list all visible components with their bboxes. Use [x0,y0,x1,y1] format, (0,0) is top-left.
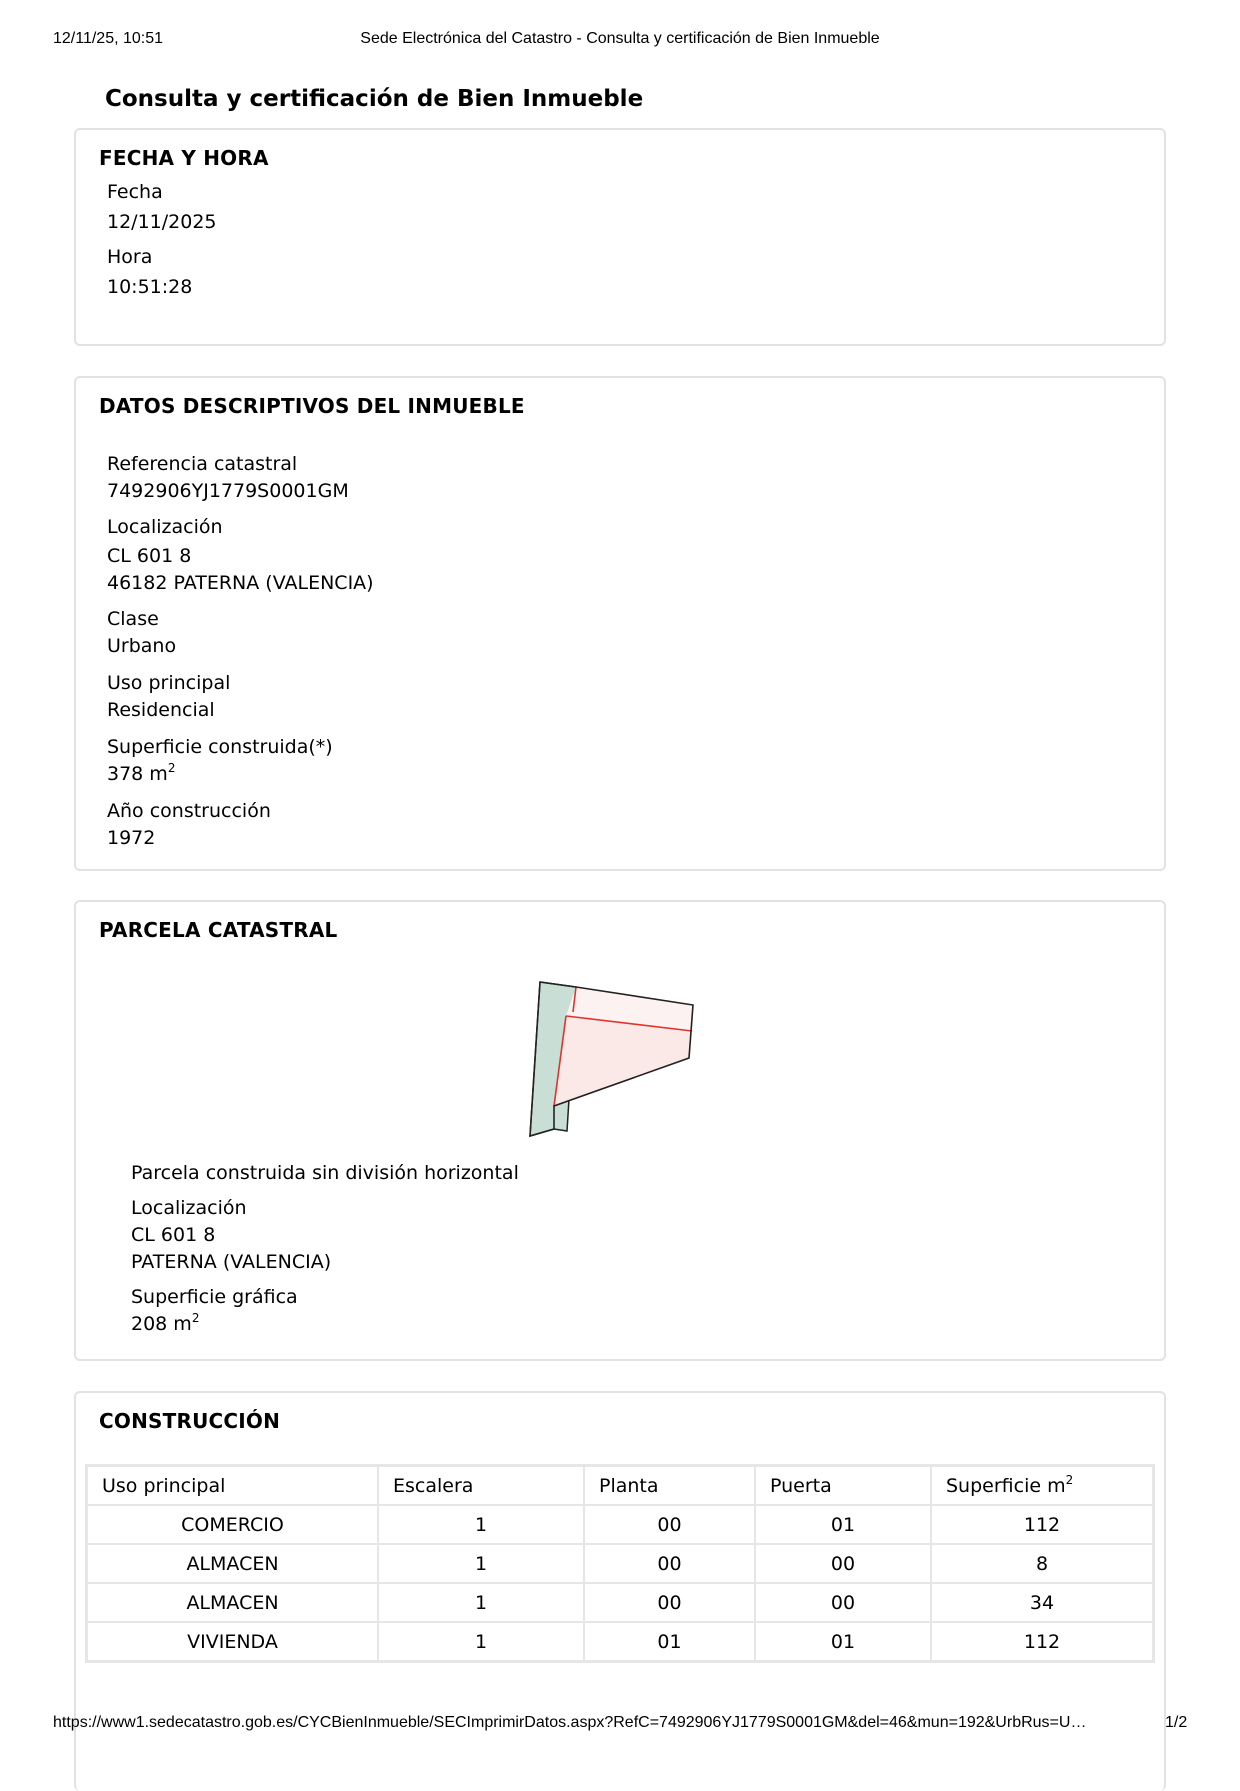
construccion-table [85,1464,1155,1663]
panel-parcela-catastral [74,900,1166,1361]
field-uso-principal [107,670,230,724]
field-anio-construccion [107,798,271,852]
field-value-line1: CL 601 8 [107,545,192,567]
col-header-planta: Planta [584,1466,755,1506]
page-number: 1/2 [1165,1714,1188,1731]
cell-planta: 00 [584,1583,755,1622]
cell-puerta: 01 [755,1505,931,1544]
field-hora [107,244,192,301]
cell-uso: VIVIENDA [87,1622,379,1662]
field-value: 1972 [107,827,156,849]
field-label: Clase [107,608,159,630]
field-label: Referencia catastral [107,453,298,475]
cell-puerta: 00 [755,1544,931,1583]
panel-heading: PARCELA CATASTRAL [99,918,338,942]
table-row [87,1544,1154,1583]
field-value-line1: CL 601 8 [131,1224,216,1246]
cell-planta: 00 [584,1544,755,1583]
field-label: Uso principal [107,672,231,694]
parcel-lower-area [554,1016,692,1106]
cell-uso: ALMACEN [87,1583,379,1622]
page-title: Consulta y certificación de Bien Inmueble [105,86,644,112]
field-value: 208 $m^2$ [131,1311,200,1335]
print-url: https://www1.sedecatastro.gob.es/CYCBienInmueble/SECImprimirDatos.aspx?RefC=7492906YJ1779S0001GM&del=46&mun=192&UrbRus=U… [53,1714,1087,1731]
panel-datos-descriptivos [74,376,1166,871]
table-row [87,1622,1154,1662]
field-label: Superficie construida(*) [107,736,333,758]
cell-puerta: 00 [755,1583,931,1622]
field-label: Localización [107,516,223,538]
field-value: 12/11/2025 [107,211,217,233]
cell-escalera: 1 [378,1505,584,1544]
field-label: Superficie gráfica [131,1286,298,1308]
col-header-uso: Uso principal [87,1466,379,1506]
table-header-row [87,1466,1154,1506]
field-label: Localización [131,1197,247,1219]
field-localizacion-parcela [131,1195,331,1276]
cell-superficie: 8 [931,1544,1154,1583]
cell-planta: 01 [584,1622,755,1662]
field-label: Año construcción [107,800,271,822]
field-value: 7492906YJ1779S0001GM [107,480,349,502]
field-localizacion [107,514,374,597]
cell-escalera: 1 [378,1544,584,1583]
panel-fecha-hora [74,128,1166,346]
field-value: Urbano [107,635,177,657]
table-row [87,1505,1154,1544]
cell-planta: 00 [584,1505,755,1544]
table-row [87,1583,1154,1622]
cell-escalera: 1 [378,1622,584,1662]
field-label: Fecha [107,181,163,203]
field-value: Residencial [107,699,215,721]
field-tipo-parcela [131,1160,519,1187]
field-value-line2: 46182 PATERNA (VALENCIA) [107,572,374,594]
parcel-map-svg [523,974,723,1164]
field-clase [107,606,176,660]
cell-escalera: 1 [378,1583,584,1622]
print-datetime: 12/11/25, 10:51 [53,30,164,47]
field-fecha [107,179,217,236]
field-superficie-construida [107,734,333,788]
cell-superficie: 34 [931,1583,1154,1622]
panel-heading: FECHA Y HORA [99,146,269,170]
col-header-superficie: Superficie $m^2$ [931,1466,1154,1506]
cell-puerta: 01 [755,1622,931,1662]
field-value: 10:51:28 [107,276,193,298]
col-header-puerta: Puerta [755,1466,931,1506]
cell-uso: ALMACEN [87,1544,379,1583]
parcel-map [523,974,723,1164]
col-header-escalera: Escalera [378,1466,584,1506]
panel-heading: DATOS DESCRIPTIVOS DEL INMUEBLE [99,394,525,418]
field-superficie-grafica [131,1284,298,1338]
cell-uso: COMERCIO [87,1505,379,1544]
field-value-line2: PATERNA (VALENCIA) [131,1251,332,1273]
panel-heading: CONSTRUCCIÓN [99,1409,281,1433]
field-value: 378 $m^2$ [107,761,176,785]
field-label: Hora [107,246,153,268]
cell-superficie: 112 [931,1505,1154,1544]
print-title: Sede Electrónica del Catastro - Consulta y certificación de Bien Inmueble [360,30,880,47]
field-value: Parcela construida sin división horizontal [131,1162,519,1184]
cell-superficie: 112 [931,1622,1154,1662]
field-referencia-catastral [107,451,349,505]
